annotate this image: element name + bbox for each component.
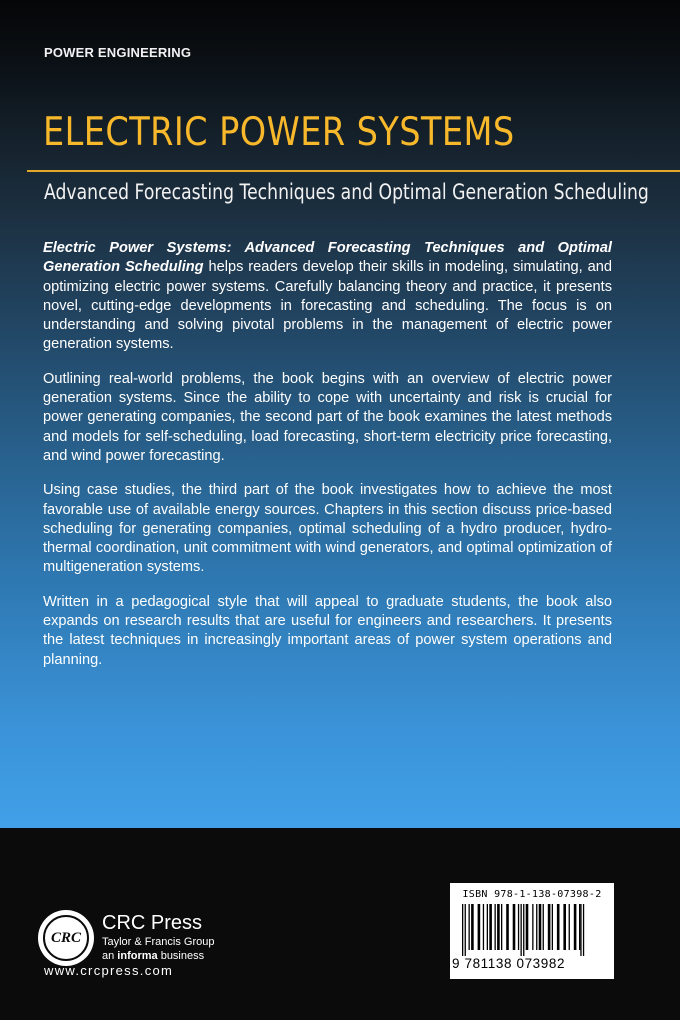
book-subtitle: Advanced Forecasting Techniques and Optimal Generation Scheduling — [44, 180, 649, 204]
publisher-informa: informa — [117, 950, 158, 962]
publisher-line2-suffix: business — [157, 950, 205, 962]
description-paragraph-1-text: helps readers develop their skills in modeling, simulating, and optimizing electric power systems. Carefully balancing theory and practice, it presents novel, cutting-edge developments in forecasting and scheduling. The focus is on understanding and solving pivotal problems in the management of electric power generation systems. — [43, 259, 612, 353]
crc-logo-icon — [38, 910, 94, 966]
description-paragraph-4: Written in a pedagogical style that will appeal to graduate students, the book also expands on research results that are useful for engineers and researchers. It presents the latest techniques in increasingly important areas of power system operations and planning. — [43, 593, 612, 668]
title-divider — [27, 170, 680, 172]
publisher-group: Taylor & Francis Group — [102, 936, 215, 948]
book-title: ELECTRIC POWER SYSTEMS — [43, 110, 515, 155]
book-description — [43, 239, 612, 685]
barcode-panel — [450, 883, 614, 979]
barcode-digits: 9 781138 073982 — [452, 956, 566, 971]
publisher-business-line — [102, 950, 204, 962]
series-label: POWER ENGINEERING — [44, 45, 192, 60]
description-title-italic: Electric Power Systems: Advanced Forecasting Techniques and Optimal Generation Scheduling — [43, 240, 612, 276]
description-paragraph-2: Outlining real-world problems, the book begins with an overview of electric power generation systems. Since the ability to cope with uncertainty and risk is crucial for power generating companies, the second part of the book examines the latest methods and models for self-scheduling, load forecasting, short-term electricity price forecasting, and wind power forecasting. — [43, 370, 612, 464]
crc-logo-text: CRC — [43, 915, 89, 961]
isbn-text: ISBN 978-1-138-07398-2 — [462, 889, 602, 900]
publisher-line2-prefix: an — [102, 950, 118, 962]
description-paragraph-3: Using case studies, the third part of the book investigates how to achieve the most favorable use of available energy sources. Chapters in this section discuss price-based scheduling for generating companies, optimal scheduling of a hydro producer, hydro-thermal coordination, unit commitment with wind generators, and optimal optimization of multigeneration systems. — [43, 482, 612, 576]
description-paragraph-1 — [43, 239, 612, 355]
publisher-name: CRC Press — [102, 912, 203, 934]
barcode-bars — [462, 904, 610, 956]
publisher-url: www.crcpress.com — [44, 963, 174, 978]
